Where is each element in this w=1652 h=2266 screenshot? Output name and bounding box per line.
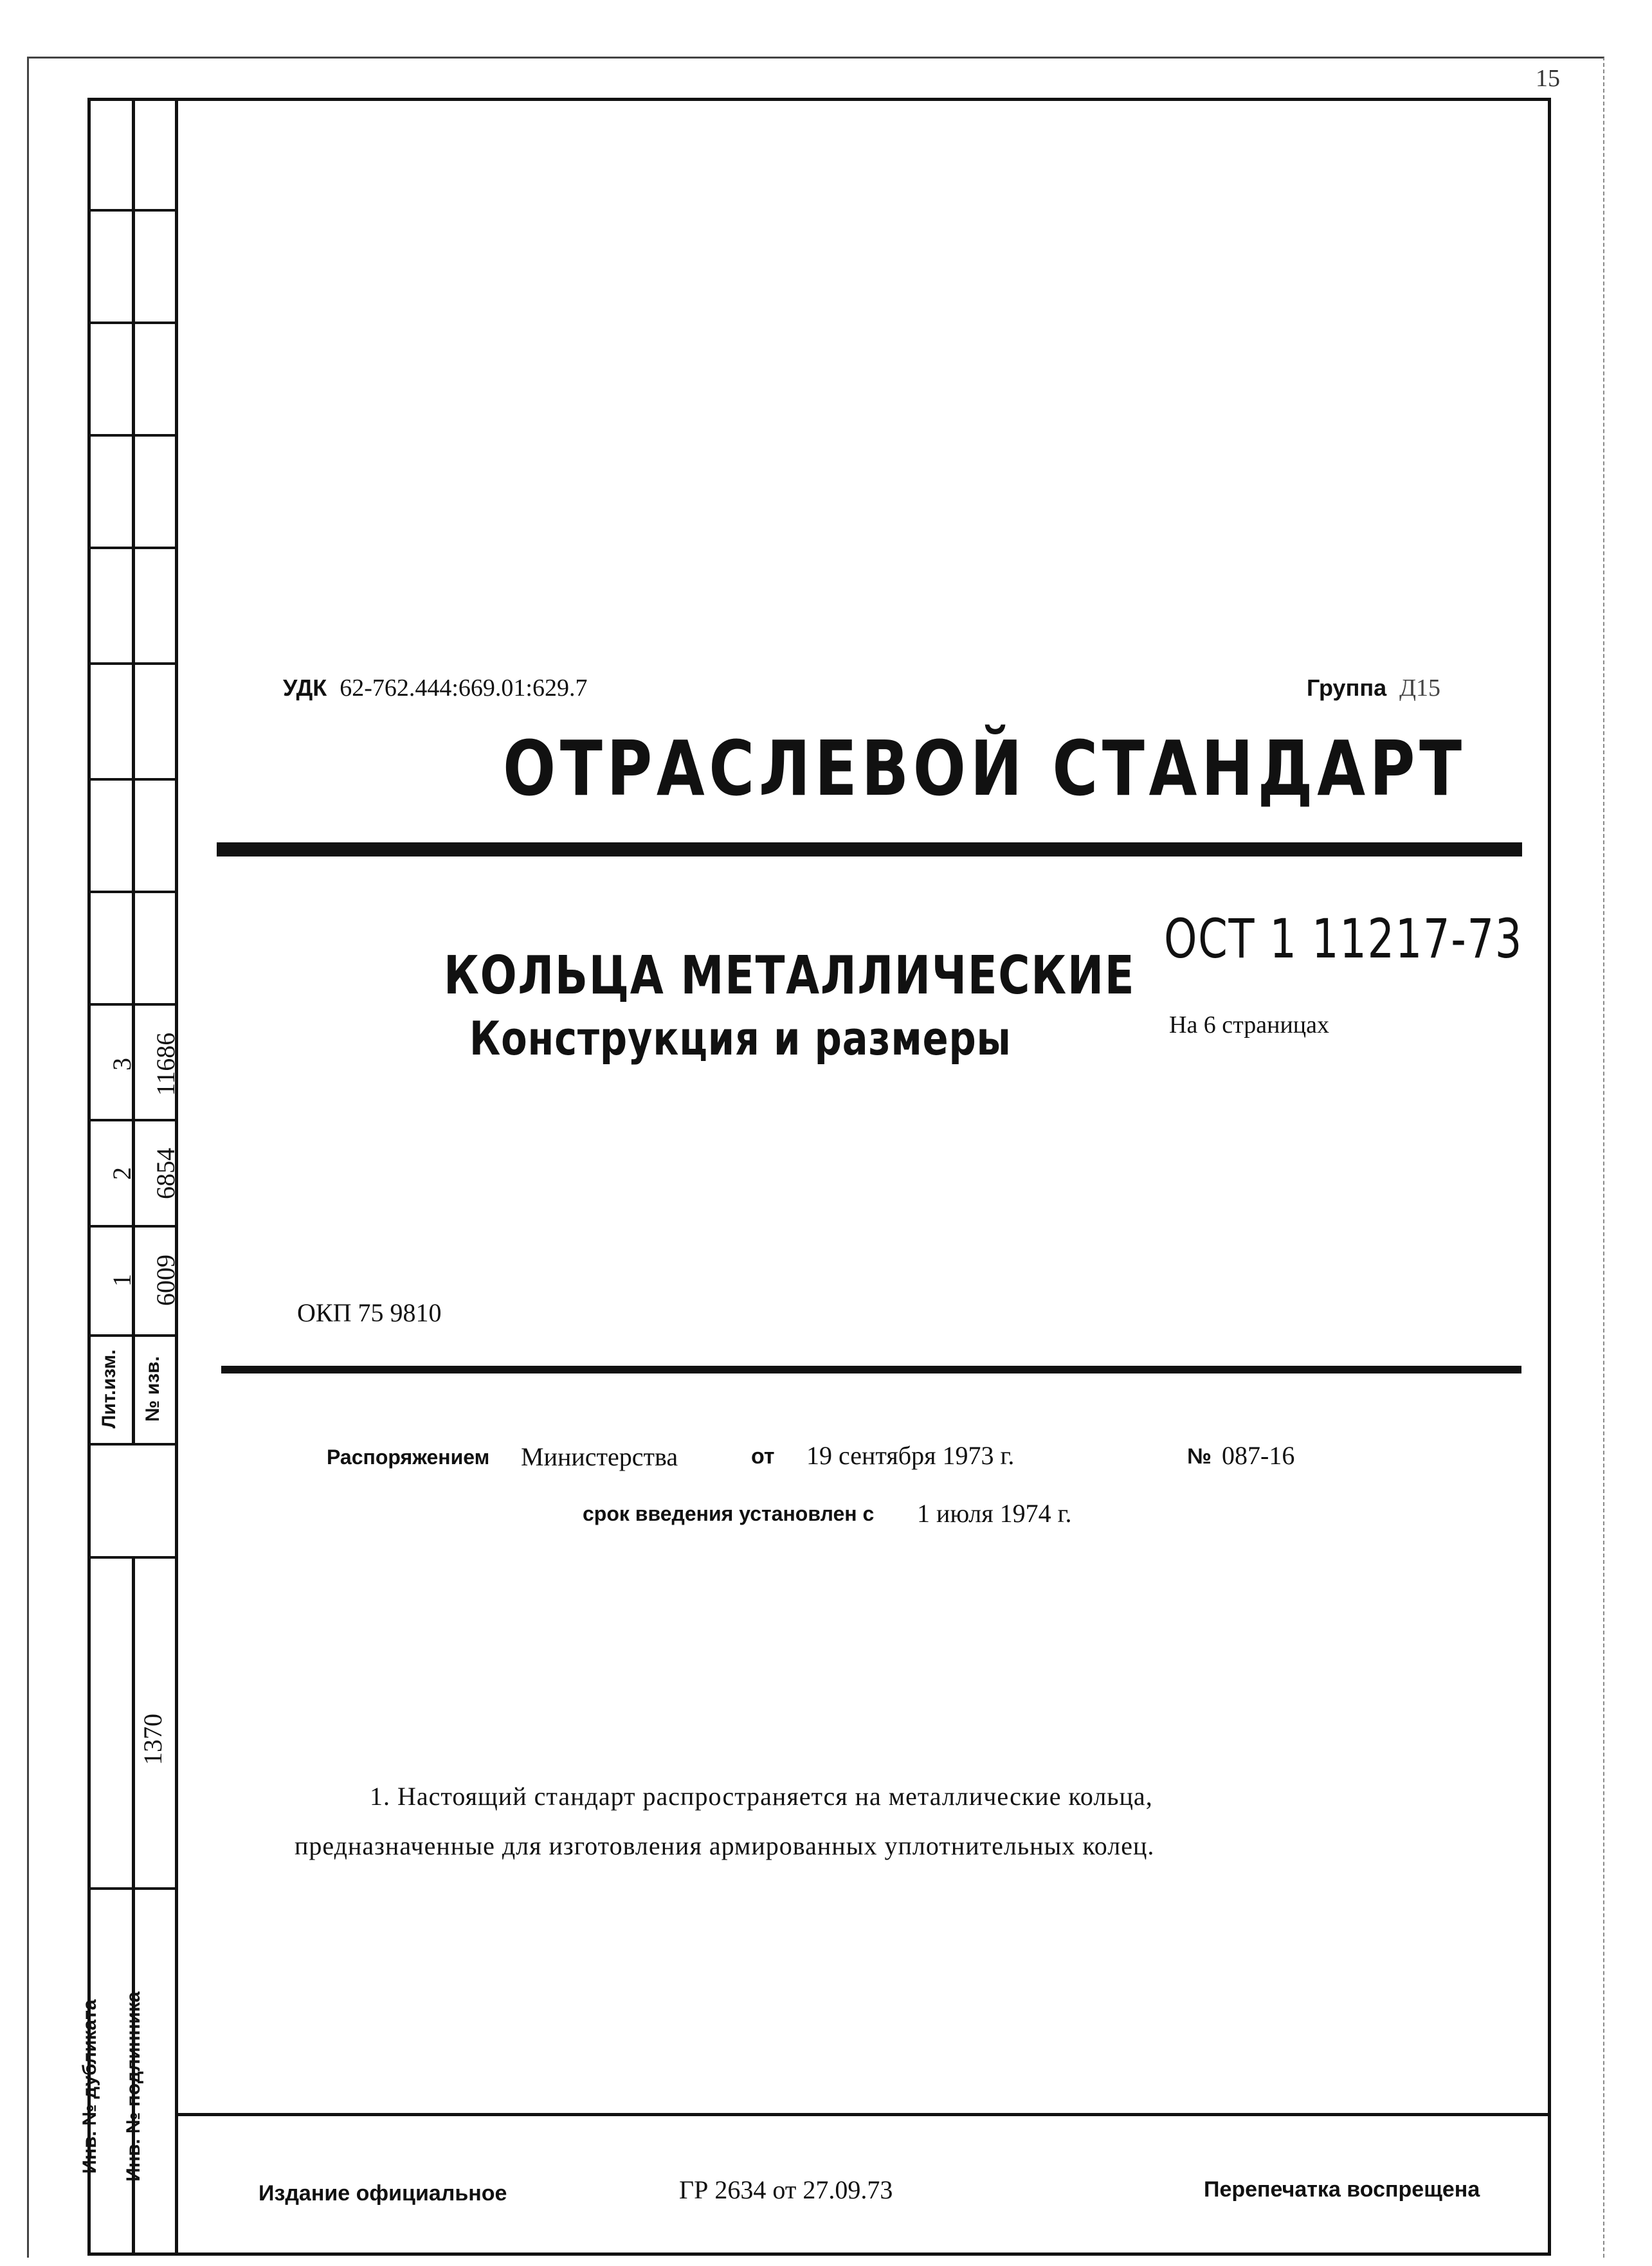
- strip-cell-line: [87, 891, 175, 893]
- order-prefix: Распоряжением: [327, 1446, 490, 1469]
- footer-official-edition: Издание официальное: [259, 2181, 507, 2206]
- revision-row-line: [87, 1334, 175, 1337]
- doc-title-line2-box: [469, 1010, 1012, 1067]
- group-label: Группа: [1307, 675, 1387, 701]
- standard-number: ОСТ 1 11217-73: [1164, 907, 1523, 970]
- udk-line: [283, 674, 587, 702]
- doc-title-line1: КОЛЬЦА МЕТАЛЛИЧЕСКИЕ: [444, 945, 1136, 1006]
- paragraph-1-line2: предназначенные для изготовления армированных уплотнительных колец.: [295, 1831, 1155, 1860]
- udk-value: 62-762.444:669.01:629.7: [340, 675, 588, 702]
- okp-code: ОКП 75 9810: [297, 1298, 442, 1327]
- group-value: Д15: [1399, 675, 1441, 702]
- order-authority: Министерства: [521, 1442, 678, 1471]
- inventory-mid-line: [87, 1887, 175, 1890]
- okp-rule: [221, 1366, 1521, 1373]
- effective-line: [583, 1498, 1161, 1537]
- footer-gr-number: ГР 2634 от 27.09.73: [679, 2175, 893, 2204]
- doc-title-line2: Конструкция и размеры: [469, 1011, 1012, 1065]
- inventory-original-value: 1370: [138, 1714, 167, 1765]
- revision-num-3: 11686: [151, 1032, 180, 1096]
- effective-date: 1 июля 1974 г.: [917, 1499, 1072, 1528]
- header-title: ОТРАСЛЕВОЙ СТАНДАРТ: [503, 724, 1466, 813]
- effective-label: срок введения установлен с: [583, 1502, 875, 1525]
- strip-cell-line: [87, 322, 175, 324]
- group-line: [1307, 674, 1440, 702]
- paragraph-1-line1: 1. Настоящий стандарт распространяется на металлические кольца,: [370, 1782, 1153, 1811]
- udk-label: УДК: [283, 675, 327, 701]
- strip-cell-line: [87, 1003, 175, 1006]
- standard-number-box: [1164, 907, 1523, 971]
- document-frame: [87, 98, 1551, 2256]
- revision-row-line: [87, 1225, 175, 1228]
- strip-cell-line: [87, 662, 175, 665]
- strip-cell-line: [87, 434, 175, 437]
- order-from-label: от: [751, 1444, 775, 1469]
- strip-cell-line: [87, 547, 175, 549]
- pages-note: На 6 страницах: [1169, 1011, 1329, 1038]
- revision-num-2: 6854: [151, 1148, 180, 1199]
- header-title-box: [503, 724, 1466, 813]
- order-date: 19 сентября 1973 г.: [806, 1441, 1015, 1470]
- inventory-top-line: [87, 1556, 175, 1559]
- strip-cell-line: [87, 209, 175, 212]
- footer-reprint-prohibited: Перепечатка воспрещена: [1204, 2177, 1480, 2202]
- revision-row-line: [87, 1119, 175, 1121]
- header-rule: [217, 842, 1522, 857]
- inventory-original-label: Инв. № подлинника: [123, 1991, 144, 2182]
- revision-row-label-num: № изв.: [142, 1356, 163, 1422]
- footer-rule: [175, 2113, 1551, 2116]
- revision-lit-1: 1: [107, 1274, 136, 1287]
- order-number: 087-16: [1222, 1441, 1295, 1470]
- revision-lit-2: 2: [107, 1167, 136, 1180]
- revision-num-1: 6009: [151, 1255, 180, 1306]
- order-line: [327, 1442, 1407, 1480]
- strip-outer-line: [87, 98, 91, 2256]
- revision-row-label-lit: Лит.изм.: [98, 1349, 120, 1429]
- revision-lit-3: 3: [107, 1058, 136, 1071]
- revision-row-line: [87, 1443, 175, 1446]
- inventory-duplicate-label: Инв. № дубликата: [79, 1999, 100, 2174]
- order-number-label: №: [1187, 1444, 1212, 1469]
- doc-title-line1-box: [444, 945, 1136, 1006]
- strip-cell-line: [87, 778, 175, 781]
- page-number: 15: [1536, 65, 1560, 92]
